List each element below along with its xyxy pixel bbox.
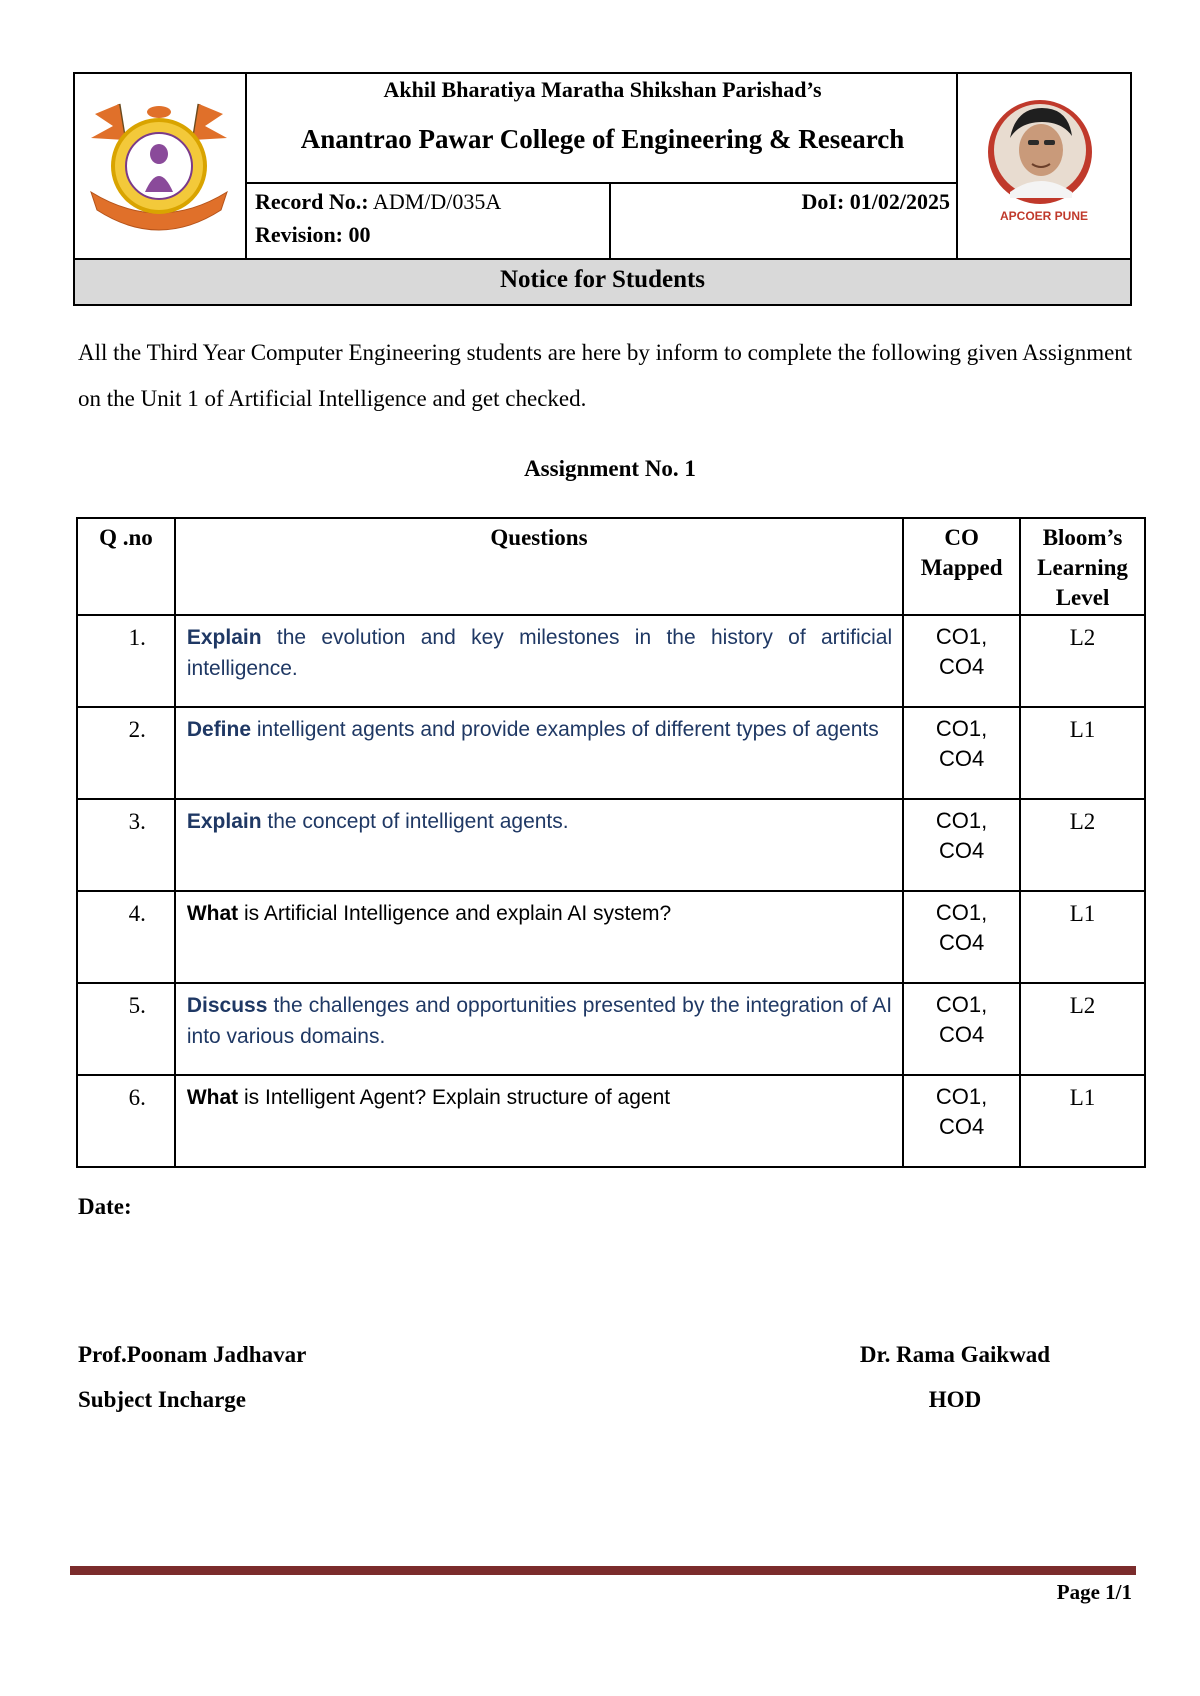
blooms-level: L2 [1020, 983, 1145, 1075]
hod-signature [840, 1332, 1070, 1422]
college-name: Anantrao Pawar College of Engineering & Research [300, 124, 905, 154]
doi-cell [611, 184, 958, 258]
record-value: ADM/D/035A [368, 189, 502, 214]
table-row [77, 707, 1145, 799]
parishad-name: Akhil Bharatiya Maratha Shikshan Parishad’s [383, 77, 822, 102]
table-row [77, 799, 1145, 891]
co-mapped: CO1, CO4 [903, 891, 1020, 983]
question-text: What is Intelligent Agent? Explain structure of agent [175, 1075, 903, 1167]
notice-title: Notice for Students [75, 258, 1130, 304]
table-row [77, 891, 1145, 983]
hod-role: HOD [928, 1387, 982, 1412]
co-mapped: CO1, CO4 [903, 707, 1020, 799]
co-mapped: CO1, CO4 [903, 1075, 1020, 1167]
header-title-block [247, 74, 958, 258]
record-cell [247, 184, 611, 258]
question-number: 6. [77, 1075, 175, 1167]
table-row [77, 1075, 1145, 1167]
header-co-mapped: CO Mapped [903, 518, 1020, 615]
header-box [73, 72, 1132, 306]
header-blooms-level: Bloom’s Learning Level [1020, 518, 1145, 615]
question-number: 4. [77, 891, 175, 983]
question-number: 5. [77, 983, 175, 1075]
blooms-level: L1 [1020, 1075, 1145, 1167]
record-number [255, 189, 501, 215]
blooms-level: L1 [1020, 891, 1145, 983]
blooms-level: L2 [1020, 615, 1145, 707]
record-label: Record No.: [255, 189, 369, 214]
question-text: Discuss the challenges and opportunities presented by the integration of AI into various domains. [175, 983, 903, 1075]
questions-table [76, 517, 1146, 1168]
header-qno: Q .no [77, 518, 175, 615]
co-mapped: CO1, CO4 [903, 615, 1020, 707]
hod-name: Dr. Rama Gaikwad [859, 1342, 1051, 1367]
question-number: 3. [77, 799, 175, 891]
table-header-row [77, 518, 1145, 615]
subject-incharge-signature [78, 1332, 306, 1422]
question-text: What is Artificial Intelligence and explain AI system? [175, 891, 903, 983]
page-number: Page 1/1 [1056, 1580, 1132, 1604]
revision: Revision: 00 [255, 222, 371, 247]
question-text: Explain the evolution and key milestones in the history of artificial intelligence. [175, 615, 903, 707]
table-row [77, 615, 1145, 707]
question-number: 1. [77, 615, 175, 707]
college-emblem-icon [75, 74, 243, 254]
co-mapped: CO1, CO4 [903, 983, 1020, 1075]
question-number: 2. [77, 707, 175, 799]
college-logo-cell [75, 74, 247, 258]
question-text: Define intelligent agents and provide examples of different types of agents [175, 707, 903, 799]
founder-portrait-icon [958, 74, 1128, 254]
assignment-title: Assignment No. 1 [524, 456, 696, 481]
blooms-level: L1 [1020, 707, 1145, 799]
intro-paragraph: All the Third Year Computer Engineering students are here by inform to complete the following given Assignment on the Unit 1 of Artificial Intelligence and get checked. [78, 340, 1133, 411]
table-row [77, 983, 1145, 1075]
founder-photo-cell [956, 74, 1130, 258]
photo-caption: APCOER PUNE [999, 209, 1088, 223]
header-title-row [247, 74, 958, 184]
question-text: Explain the concept of intelligent agents. [175, 799, 903, 891]
subject-incharge-name: Prof.Poonam Jadhavar [78, 1342, 307, 1367]
header-questions: Questions [175, 518, 903, 615]
date-of-issue: DoI: 01/02/2025 [801, 189, 950, 214]
blooms-level: L2 [1020, 799, 1145, 891]
subject-incharge-role: Subject Incharge [78, 1387, 247, 1412]
date-label: Date: [78, 1194, 132, 1219]
footer-rule [70, 1566, 1136, 1575]
co-mapped: CO1, CO4 [903, 799, 1020, 891]
